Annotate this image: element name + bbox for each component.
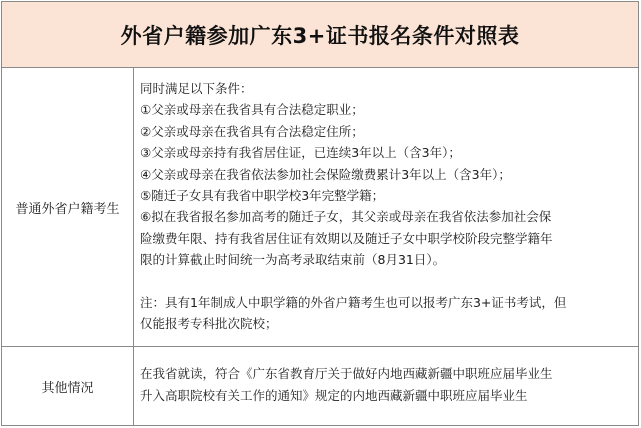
row-label-other: 其他情况	[2, 347, 134, 425]
table-title-row	[2, 2, 638, 68]
table-title: 外省户籍参加广东3+证书报名条件对照表	[120, 23, 520, 48]
condition-line: ④父亲或母亲在我省依法参加社会保险缴费累计3年以上（含3年）；	[140, 166, 511, 182]
row-content-regular	[134, 68, 638, 346]
condition-line: 同时满足以下条件：	[140, 81, 253, 96]
note-line: 仅能报考专科批次院校；	[140, 316, 278, 332]
table-row-other	[2, 347, 638, 425]
condition-line: ②父亲或母亲在我省具有合法稳定住所；	[140, 123, 364, 139]
condition-line: 限的计算截止时间统一为高考录取结束前（8月31日）。	[140, 252, 446, 268]
note-line: 注：具有1年制成人中职学籍的外省户籍考生也可以报考广东3+证书考试，但	[140, 294, 567, 310]
condition-line: ①父亲或母亲在我省具有合法稳定职业；	[140, 102, 364, 118]
row-label-regular: 普通外省户籍考生	[2, 68, 134, 346]
condition-line: ⑤随迁子女具有我省中职学校3年完整学籍；	[140, 188, 385, 204]
condition-line: ③父亲或母亲持有我省居住证，已连续3年以上（含3年）；	[140, 145, 461, 161]
condition-line: 升入高职院校有关工作的通知》规定的内地西藏新疆中职班应届毕业生	[140, 388, 528, 403]
condition-line: ⑥拟在我省报名参加高考的随迁子女，其父亲或母亲在我省依法参加社会保	[140, 209, 552, 225]
table-row-regular-students	[2, 68, 638, 347]
condition-line: 在我省就读，符合《广东省教育厅关于做好内地西藏新疆中职班应届毕业生	[140, 366, 553, 381]
conditions-table	[1, 1, 639, 426]
condition-line: 险缴费年限、持有我省居住证有效期以及随迁子女中职学校阶段完整学籍年	[140, 230, 553, 246]
row-content-other	[134, 347, 638, 425]
